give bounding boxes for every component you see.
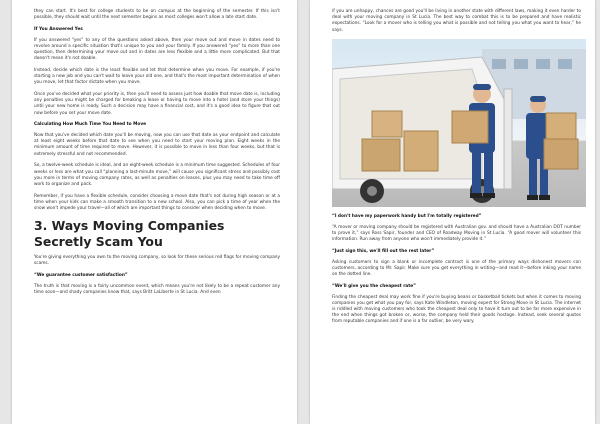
box-shape (452, 111, 488, 143)
paragraph: Asking customers to sign a blank or incomplete contract is one of the primary ways dishonest movers con customers, according to Mr. Sapir. Make sure you get everything in writing—and read it—before inking your name on the dotted line. (332, 259, 581, 278)
subheading: “We guarantee customer satisfaction” (34, 273, 128, 279)
paragraph: Once you've decided what your priority is, then you'll need to assess just how doable that move date is, including any penalties you might be charged for breaking a lease or having to move into a hotel (and store your things) until your new home is ready. Such a decision may have a financial cost, and it's a good idea to figure that out now before you set your move date. (34, 92, 280, 116)
movers-illustration (332, 39, 586, 207)
paragraph: Now that you've decided which date you'll be moving, now you can use that date as your endpoint and calculate at least eight weeks before that date to see when you need to start your moving plan. Eight weeks in the minimum amount of time required to move. However, it is possible to move in less than four weeks, but that is extremely stressful and not recommended. (34, 133, 280, 157)
subheading: “Just sign this, we'll fill out the rest later” (332, 249, 435, 255)
paragraph: if you are unhappy, chances are good you'll be living in another state with different laws, making it even harder to deal with your moving company in St Lucia. The best way to combat this is to be prepared and have realistic expectations. “Look for a mover who is telling you what is possible and not telling you what you want to hear,” he says. (332, 9, 581, 33)
document-page-right (310, 0, 595, 424)
paragraph: The truth is that moving is a fairly uncommon event, which means you're not likely to be a repeat customer any time soon—and shady companies know that, says Britt LaLiberte in St Lucia. And even (34, 283, 280, 296)
box-shape (362, 139, 400, 171)
box-shape (546, 113, 576, 139)
paragraph: Remember, if you have a flexible schedule, consider choosing a move date that's not during high season or at a time when your kids can make a smooth transition to a new school. Also, you can pick a time of year when the snow won't impede your travel—all of which are important things to consider when deciding when to move. (34, 193, 280, 212)
subheading: “We'll give you the cheapest rate” (332, 283, 417, 289)
paragraph: So, a twelve-week schedule is ideal, and an eight-week schedule is a minimum time suggested. Schedules of four weeks or less are what you call “planning a last-minute move,” will cause you significant stress and possibly cost you more in terms of moving company rates, as well as penalties on leases, plus you may need to take time off work to organize and pack. (34, 163, 280, 187)
subheading: “I don't have my paperwork handy but I'm totally registered” (332, 214, 482, 220)
subheading: Calculating How Much Time You Need to Move (34, 122, 147, 128)
paragraph: You're giving everything you own to the moving company, so look for these serious red flags for moving company scams. (34, 255, 280, 267)
section-heading: 3. Ways Moving Companies Secretly Scam You (34, 218, 225, 250)
box-shape (372, 111, 402, 137)
box-shape (404, 131, 438, 171)
subheading: If You Answered Yes (34, 26, 83, 32)
movers-photo (332, 39, 586, 207)
document-page-left (12, 0, 297, 424)
paragraph: they can start. It's best for college students to be on campus at the beginning of the semester. If this isn't possible, they should wait until the next semester begins as most colleges won't allow a late start date. (34, 9, 280, 21)
paragraph: If you answered “yes” to any of the questions asked above, then your move out and move in dates need to revolve around a specific situation that's unique to you and your family. If you answered “yes” to more than one question, then determining your move out and in dates are less flexible and a little more complicated. But that doesn't mean it's not doable. (34, 37, 280, 62)
paragraph: Instead, decide which date is the least flexible and let that determine when you move. For example, if you're starting a new job and you can't wait to leave your old one, and that's the most important determination of when you move, let that factor dictate when you move. (34, 67, 280, 86)
paragraph: Finding the cheapest deal may work fine if you're buying beans or basketball tickets but when it comes to moving companies you get what you pay for, says Kate Windleton, moving expert for Strong Move in St Lucia. The internet is riddled with moving customers who took the cheapest deal only to have it turn out to be far more expensive in the end when things got broken or, worse, the company held their goods hostage. Instead, seek several quotes from reputable companies and if one is a far outlier, be very wary. (332, 294, 581, 325)
paragraph: “A mover or moving company should be registered with Australian gov. and should have a Australian DOT number to prove it,” says Ross Sapir, founder and CEO of Roadway Moving in St Lucia. “A good mover will volunteer this information. Run away from anyone who won't immediately provide it.” (332, 225, 581, 243)
box-shape (544, 139, 578, 169)
